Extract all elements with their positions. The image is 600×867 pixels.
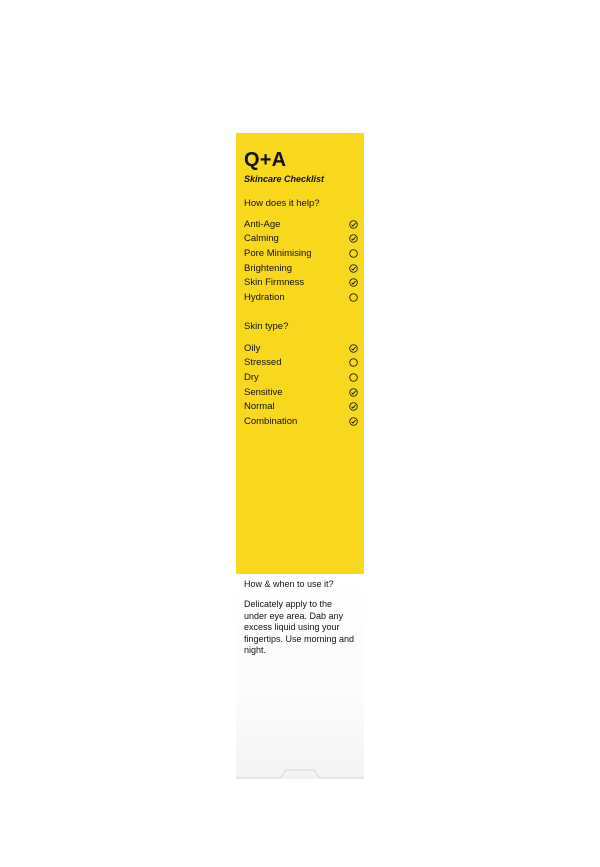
- help-item: [244, 246, 358, 261]
- help-item-label: Brightening: [244, 262, 293, 274]
- skin-item: [244, 341, 358, 356]
- help-item: [244, 232, 358, 247]
- skin-item: [244, 385, 358, 400]
- help-item-label: Anti-Age: [244, 218, 281, 230]
- usage-title: How & when to use it?: [244, 579, 334, 589]
- skin-item-label: Normal: [244, 401, 275, 413]
- skin-item-label: Combination: [244, 415, 298, 427]
- skin-item: [244, 370, 358, 385]
- usage-text: Delicately apply to the under eye area. Dab any excess liquid using your fingertips. Use morning and night.: [244, 599, 355, 655]
- help-item-label: Calming: [244, 233, 279, 245]
- empty-circle-icon: [349, 249, 358, 258]
- help-item: [244, 275, 358, 290]
- skin-item: [244, 414, 358, 429]
- skin-item: [244, 399, 358, 414]
- help-item-label: Skin Firmness: [244, 277, 305, 289]
- skin-item-label: Oily: [244, 342, 261, 354]
- check-icon: [349, 344, 358, 353]
- check-icon: [349, 220, 358, 229]
- help-item-label: Hydration: [244, 291, 285, 303]
- help-item-label: Pore Minimising: [244, 247, 312, 259]
- skin-item-label: Dry: [244, 371, 259, 383]
- check-icon: [349, 402, 358, 411]
- check-icon: [349, 278, 358, 287]
- check-icon: [349, 388, 358, 397]
- help-item: [244, 261, 358, 276]
- box-tuck-flap: [236, 766, 364, 779]
- empty-circle-icon: [349, 293, 358, 302]
- skin-item: [244, 356, 358, 371]
- help-section-title: How does it help?: [244, 198, 320, 209]
- empty-circle-icon: [349, 358, 358, 367]
- empty-circle-icon: [349, 373, 358, 382]
- check-icon: [349, 264, 358, 273]
- skin-section-title: Skin type?: [244, 321, 289, 332]
- skin-item-label: Sensitive: [244, 386, 283, 398]
- skin-item-label: Stressed: [244, 357, 282, 369]
- help-item: [244, 217, 358, 232]
- brand-logo: Q+A: [244, 149, 287, 171]
- checklist-subtitle: Skincare Checklist: [244, 174, 325, 184]
- yellow-panel: [236, 133, 364, 574]
- product-box: [236, 133, 364, 779]
- skin-list: [244, 341, 358, 429]
- check-icon: [349, 417, 358, 426]
- check-icon: [349, 234, 358, 243]
- help-list: [244, 217, 358, 305]
- help-item: [244, 290, 358, 305]
